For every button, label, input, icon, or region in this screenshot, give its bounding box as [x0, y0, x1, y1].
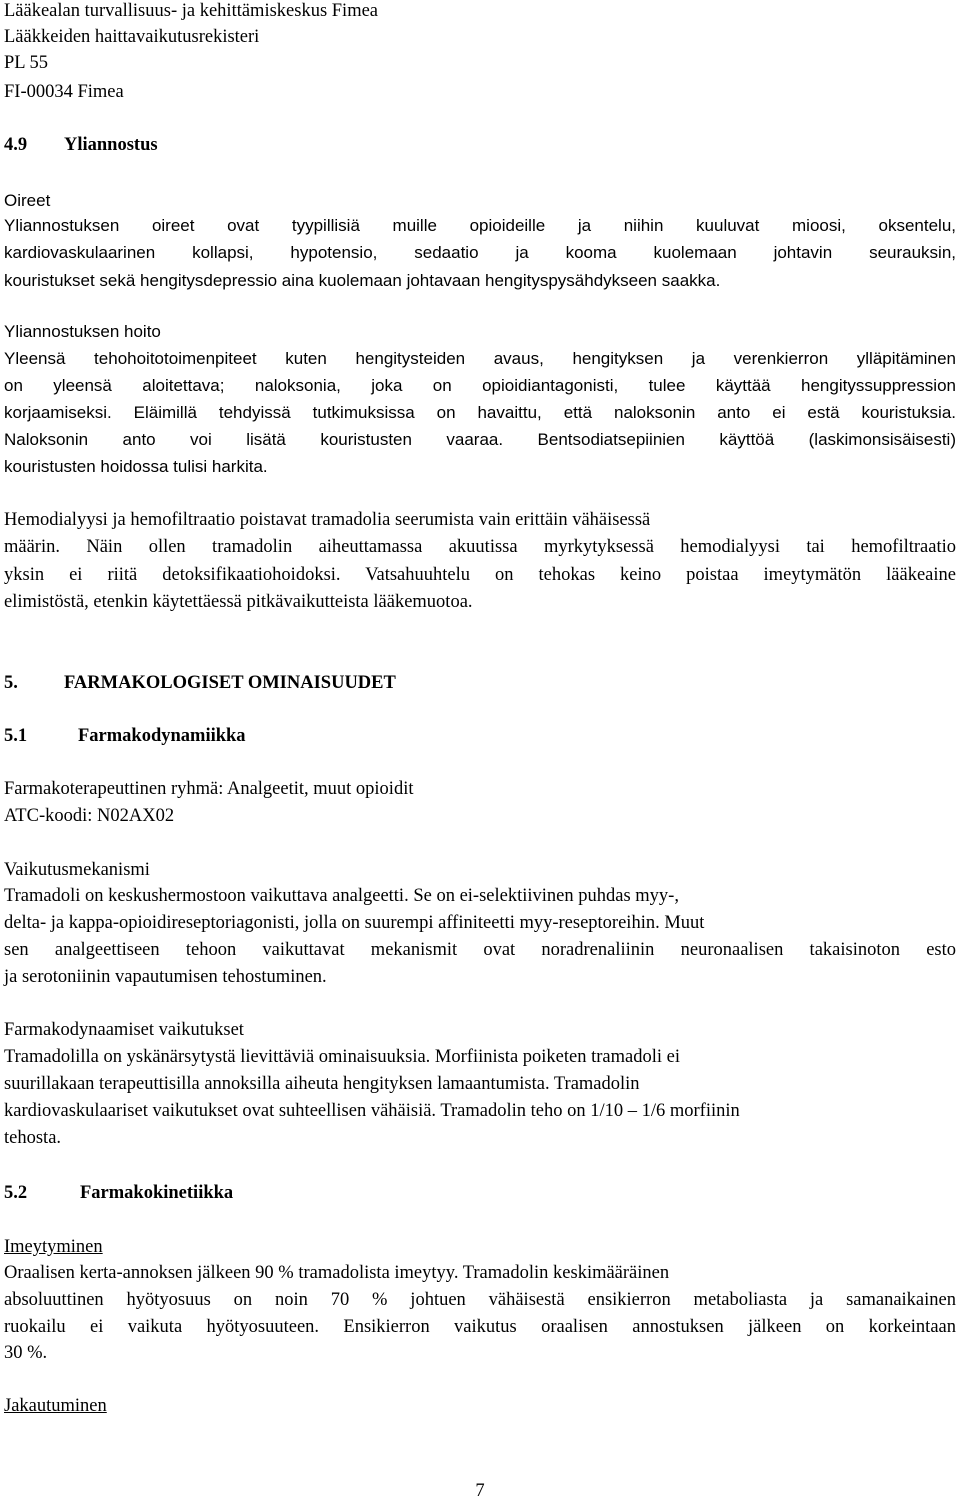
effects-line: tehosta. [4, 1128, 62, 1148]
mechanism-line: delta- ja kappa-opioidireseptoriagonisti, jolla on suurempi affiniteetti myy-reseptoreihin. Muut [4, 913, 705, 933]
oireet-heading: Oireet [4, 191, 51, 210]
dialysis-line: Hemodialyysi ja hemofiltraatio poistavat tramadolia seerumista vain erittäin vähäisessä [4, 510, 651, 530]
page-number: 7 [475, 1481, 485, 1501]
dialysis-line: yksin ei riitä detoksifikaatiohoidoksi. Vatsahuuhtelu on tehokas keino poistaa imeytymätön lääkeaine [4, 565, 956, 585]
mechanism-line: sen analgeettiseen tehoon vaikuttavat mekanismit ovat noradrenaliinin neuronaalisen takaisinoton esto [4, 940, 956, 960]
mechanism-line: Tramadoli on keskushermostoon vaikuttava analgeetti. Se on ei-selektiivinen puhdas myy-, [4, 886, 679, 906]
effects-line: Tramadolilla on yskänärsytystä lievittäviä ominaisuuksia. Morfiinista poiketen tramadoli ei [4, 1047, 680, 1067]
section-number: 5.1 [4, 726, 28, 746]
section-5-2-heading [4, 1182, 233, 1204]
section-5-heading [4, 672, 396, 694]
section-5-1-heading [4, 725, 246, 747]
oireet-line: Yliannostuksen oireet ovat tyypillisiä muille opioideille ja niihin kuuluvat mioosi, oksentelu, [4, 216, 956, 235]
section-title: FARMAKOLOGISET OMINAISUUDET [64, 673, 396, 693]
dialysis-line: elimistöstä, etenkin käytettäessä pitkävaikutteista lääkemuotoa. [4, 592, 473, 612]
distribution-heading: Jakautuminen [4, 1396, 107, 1416]
header-po-box: PL 55 [4, 53, 49, 73]
effects-heading: Farmakodynaamiset vaikutukset [4, 1020, 244, 1040]
effects-line: suurillakaan terapeuttisilla annoksilla aiheuta hengityksen lamaantumista. Tramadolin [4, 1074, 640, 1094]
pharmacotherapeutic-group: Farmakoterapeuttinen ryhmä: Analgeetit, muut opioidit [4, 779, 414, 799]
section-number: 5.2 [4, 1183, 28, 1203]
oireet-line: kardiovaskulaarinen kollapsi, hypotensio, sedaatio ja kooma kuolemaan johtavin seurauksin, [4, 243, 956, 262]
section-title: Farmakokinetiikka [80, 1183, 234, 1203]
header-org: Lääkealan turvallisuus- ja kehittämiskeskus Fimea [4, 1, 379, 21]
header-registry: Lääkkeiden haittavaikutusrekisteri [4, 27, 260, 47]
header-postal: FI-00034 Fimea [4, 82, 124, 102]
effects-line: kardiovaskulaariset vaikutukset ovat suhteellisen vähäisiä. Tramadolin teho on 1/10 – 1/6 morfiinin [4, 1101, 740, 1121]
hoito-line: korjaamiseksi. Eläimillä tehdyissä tutkimuksissa on havaittu, että naloksonin anto ei estä kouristuksia. [4, 403, 956, 422]
mechanism-line: ja serotoniinin vapautumisen tehostuminen. [4, 967, 327, 987]
absorption-line: absoluuttinen hyötyosuus on noin 70 % johtuen vähäisestä ensikierron metaboliasta ja samanaikainen [4, 1290, 956, 1310]
absorption-line: Oraalisen kerta-annoksen jälkeen 90 % tramadolista imeytyy. Tramadolin keskimääräinen [4, 1263, 670, 1283]
mechanism-heading: Vaikutusmekanismi [4, 860, 150, 880]
hoito-heading: Yliannostuksen hoito [4, 322, 161, 341]
oireet-line: kouristukset sekä hengitysdepressio aina kuolemaan johtavaan hengityspysähdykseen saakka. [4, 271, 721, 290]
absorption-line: ruokailu ei vaikuta hyötyosuuteen. Ensikierron vaikutus oraalisen annostuksen jälkeen on korkeintaan [4, 1317, 956, 1337]
section-number: 4.9 [4, 135, 28, 155]
section-number: 5. [4, 673, 18, 693]
dialysis-line: määrin. Näin ollen tramadolin aiheuttamassa akuutissa myrkytyksessä hemodialyysi tai hemofiltraatio [4, 537, 956, 557]
hoito-line: Yleensä tehohoitotoimenpiteet kuten hengitysteiden avaus, hengityksen ja verenkierron ylläpitäminen [4, 349, 956, 368]
section-4-9-heading [4, 134, 158, 156]
hoito-line: Naloksonin anto voi lisätä kouristusten vaaraa. Bentsodiatsepiinien käyttöä (laskimonsisäisesti) [4, 430, 956, 449]
section-title: Farmakodynamiikka [78, 726, 246, 746]
absorption-heading: Imeytyminen [4, 1237, 103, 1257]
absorption-line: 30 %. [4, 1343, 48, 1363]
hoito-line: on yleensä aloitettava; naloksonia, joka on opioidiantagonisti, tulee käyttää hengityssuppression [4, 376, 956, 395]
section-title: Yliannostus [64, 135, 158, 155]
hoito-line: kouristusten hoidossa tulisi harkita. [4, 457, 268, 476]
atc-code: ATC-koodi: N02AX02 [4, 806, 175, 826]
